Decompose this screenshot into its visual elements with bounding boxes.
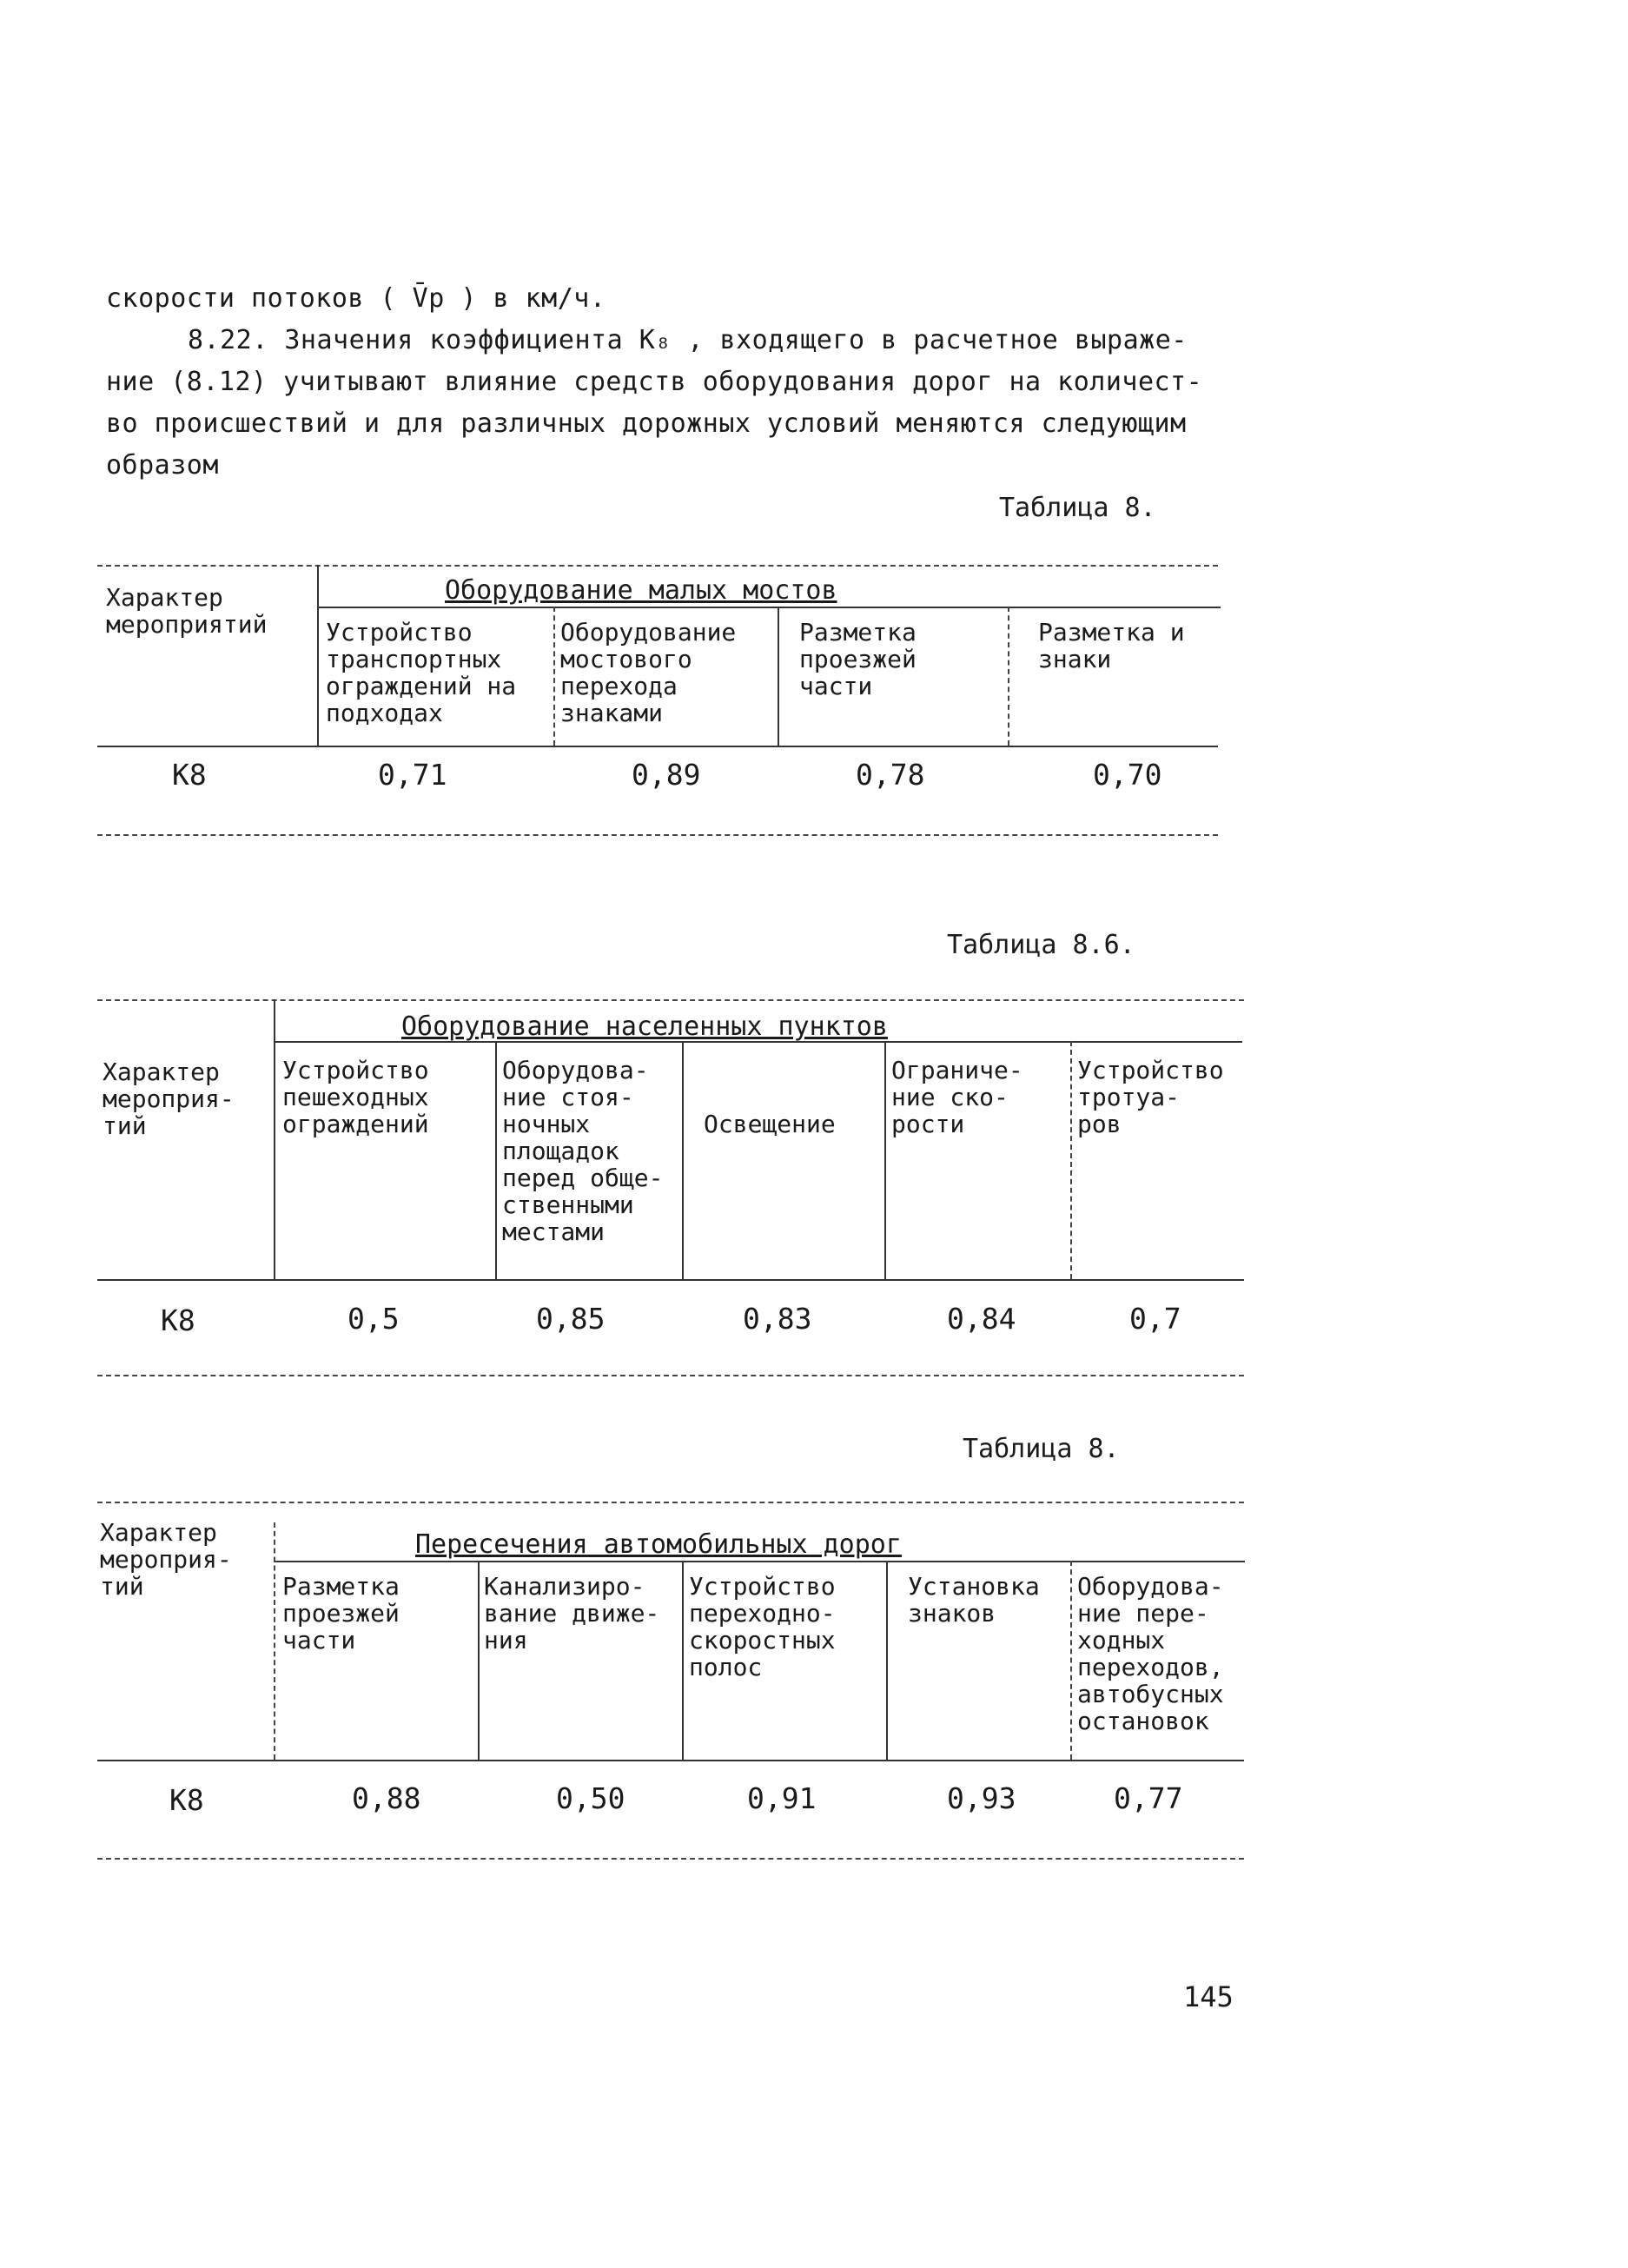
table2-value-2: 0,85 — [536, 1302, 606, 1336]
table3-row-label: К8 — [169, 1783, 204, 1817]
table2-value-5: 0,7 — [1129, 1302, 1181, 1336]
table2-col-5: Устройство тротуа- ров — [1077, 1056, 1224, 1138]
table1-row-header: Характер мероприятий — [106, 583, 268, 639]
table3-value-2: 0,50 — [556, 1781, 625, 1815]
table3-col-4: Установка знаков — [908, 1572, 1040, 1628]
text-line-3: во происшествий и для различных дорожных условий меняются следующим — [106, 408, 1187, 439]
table3-value-3: 0,91 — [747, 1781, 817, 1815]
table1-value-4: 0,70 — [1093, 758, 1162, 792]
table1-col-4: Разметка и знаки — [1038, 618, 1185, 673]
table1-group-header: Оборудование малых мостов — [445, 575, 837, 606]
table2-value-4: 0,84 — [947, 1302, 1016, 1336]
text-line-2: ние (8.12) учитывают влияние средств оборудования дорог на количест- — [106, 367, 1203, 397]
table1-caption: Таблица 8. — [999, 493, 1156, 523]
table2-col-3: Освещение — [704, 1110, 836, 1138]
table3-col-2: Канализиро- вание движе- ния — [484, 1572, 660, 1655]
table3-row-header: Характер мероприя- тий — [100, 1518, 232, 1601]
table1-col-1: Устройство транспортных ограждений на подходах — [326, 618, 517, 727]
table2-value-3: 0,83 — [743, 1302, 812, 1336]
table2-group-header: Оборудование населенных пунктов — [401, 1011, 888, 1042]
table3-group-header: Пересечения автомобильных дорог — [415, 1529, 902, 1560]
table2-row-label: К8 — [161, 1303, 195, 1337]
table2-col-2: Оборудова- ние стоя- ночных площадок перед обще- ственными местами — [502, 1056, 664, 1246]
table2-caption: Таблица 8.6. — [947, 930, 1135, 960]
page-number: 145 — [1183, 1980, 1234, 2013]
table3-value-5: 0,77 — [1114, 1781, 1183, 1815]
table1-value-1: 0,71 — [378, 758, 447, 792]
table3-col-5: Оборудова- ние пере- ходных переходов, автобусных остановок — [1077, 1572, 1224, 1735]
table1-row-label: К8 — [172, 758, 207, 792]
text-line-4: образом — [106, 450, 219, 481]
text-line-0: скорости потоков ( V̄p ) в км/ч. — [106, 283, 606, 314]
table3-caption: Таблица 8. — [963, 1434, 1120, 1464]
table2-col-1: Устройство пешеходных ограждений — [282, 1056, 429, 1138]
table1-value-2: 0,89 — [632, 758, 701, 792]
table3-col-1: Разметка проезжей части — [282, 1572, 400, 1655]
table2-col-4: Ограниче- ние ско- рости — [891, 1056, 1023, 1138]
table1-col-2: Оборудование мостового перехода знаками — [560, 618, 737, 727]
table3-col-3: Устройство переходно- скоростных полос — [689, 1572, 836, 1681]
table3-value-4: 0,93 — [947, 1781, 1016, 1815]
table3-value-1: 0,88 — [352, 1781, 421, 1815]
table1-col-3: Разметка проезжей части — [799, 618, 917, 700]
table1-value-3: 0,78 — [856, 758, 925, 792]
table2-row-header: Характер мероприя- тий — [103, 1058, 235, 1140]
text-line-1: 8.22. Значения коэффициента К₈ , входящего в расчетное выраже- — [188, 325, 1188, 355]
table2-value-1: 0,5 — [347, 1302, 400, 1336]
